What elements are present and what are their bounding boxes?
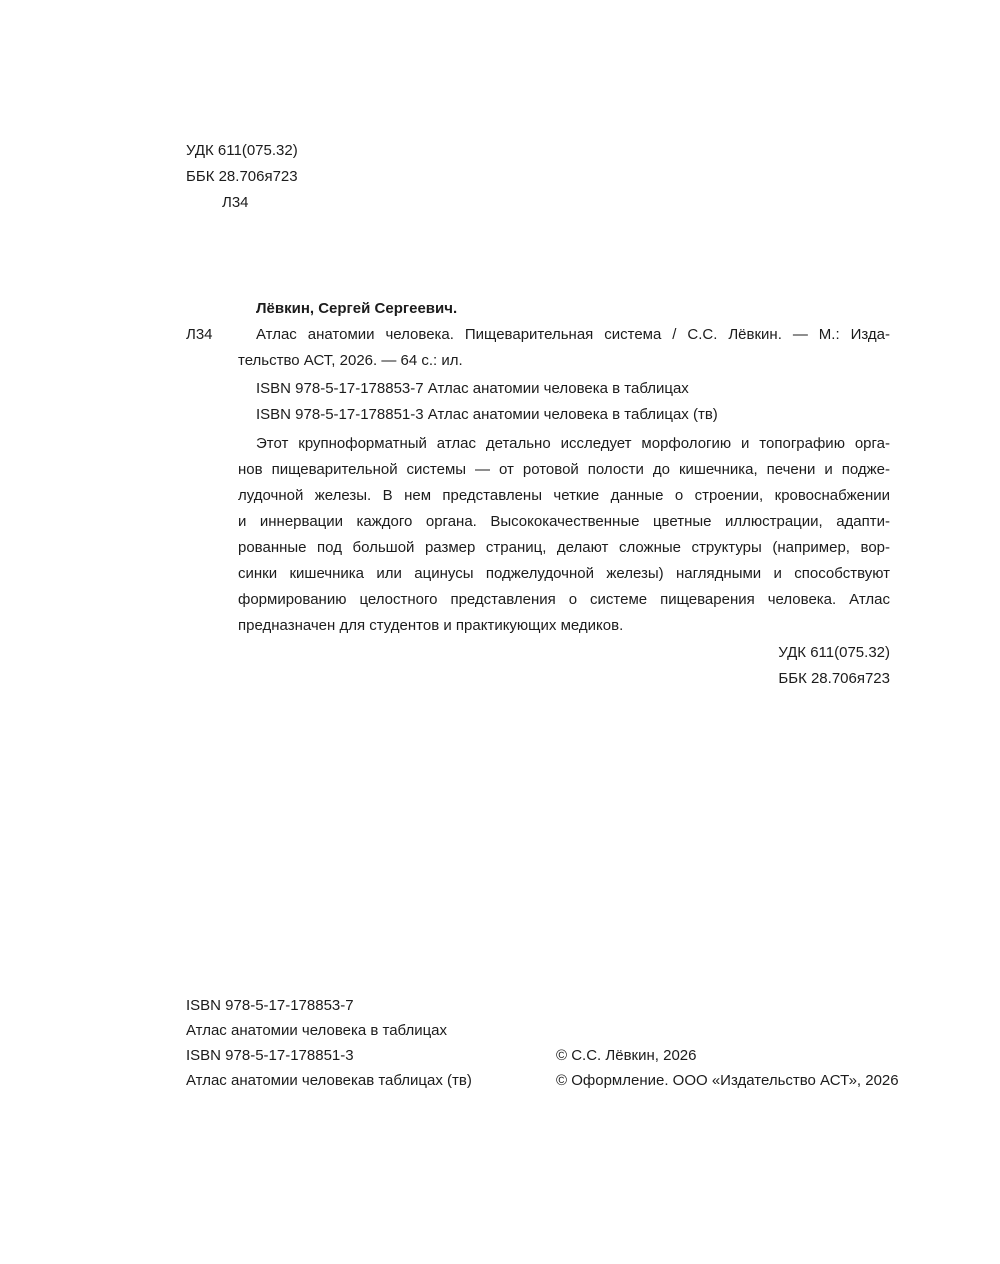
annotation-line: Этот крупноформатный атлас детально исследует морфологию и топографию орга- [256, 435, 890, 452]
footer-title-2: Атлас анатомии человекав таблицах (тв) [186, 1072, 472, 1089]
footer-isbn-block [186, 993, 472, 1093]
isbn-line-2: ISBN 978-5-17-178851-3 Атлас анатомии человека в таблицах (тв) [256, 406, 718, 423]
copyright-author: © С.С. Лёвкин, 2026 [556, 1047, 697, 1064]
catalog-code-marker: Л34 [186, 326, 213, 343]
annotation-line: предназначен для студентов и практикующих медиков. [238, 617, 624, 634]
title-line-1: Атлас анатомии человека. Пищеварительная система / С.С. Лёвкин. — М.: Изда- [256, 326, 890, 343]
annotation-line: лудочной железы. В нем представлены четкие данные о строении, кровоснабжении [238, 487, 890, 504]
annotation-line: синки кишечника или ацинусы поджелудочной железы) наглядными и способствуют [238, 565, 890, 582]
author-sign-code: Л34 [222, 194, 249, 211]
title-line-2: тельство АСТ, 2026. — 64 с.: ил. [238, 352, 463, 369]
footer-isbn-2: ISBN 978-5-17-178851-3 [186, 1047, 354, 1064]
annotation-line: формированию целостного представления о системе пищеварения человека. Атлас [238, 591, 890, 608]
footer-isbn-1: ISBN 978-5-17-178853-7 [186, 997, 354, 1014]
udk-code: УДК 611(075.32) [186, 142, 298, 159]
copyright-publisher: © Оформление. ООО «Издательство АСТ», 2026 [556, 1072, 899, 1089]
isbn-line-1: ISBN 978-5-17-178853-7 Атлас анатомии человека в таблицах [256, 380, 689, 397]
bbk-code: ББК 28.706я723 [186, 168, 298, 185]
top-classification-codes [186, 138, 298, 216]
annotation-paragraph [238, 431, 890, 639]
author-line: Лёвкин, Сергей Сергеевич. [256, 300, 458, 317]
annotation-line: нов пищеварительной системы — от ротовой полости до кишечника, печени и подже- [238, 461, 890, 478]
annotation-line: рованные под большой размер страниц, делают сложные структуры (например, вор- [238, 539, 890, 556]
annotation-line: и иннервации каждого органа. Высококачественные цветные иллюстрации, адапти- [238, 513, 890, 530]
right-classification-codes [778, 640, 890, 692]
bibliographic-entry [186, 296, 890, 639]
bbk-code-right: ББК 28.706я723 [778, 670, 890, 687]
copyright-block [556, 1043, 899, 1093]
udk-code-right: УДК 611(075.32) [778, 644, 890, 661]
footer-title-1: Атлас анатомии человека в таблицах [186, 1022, 448, 1039]
